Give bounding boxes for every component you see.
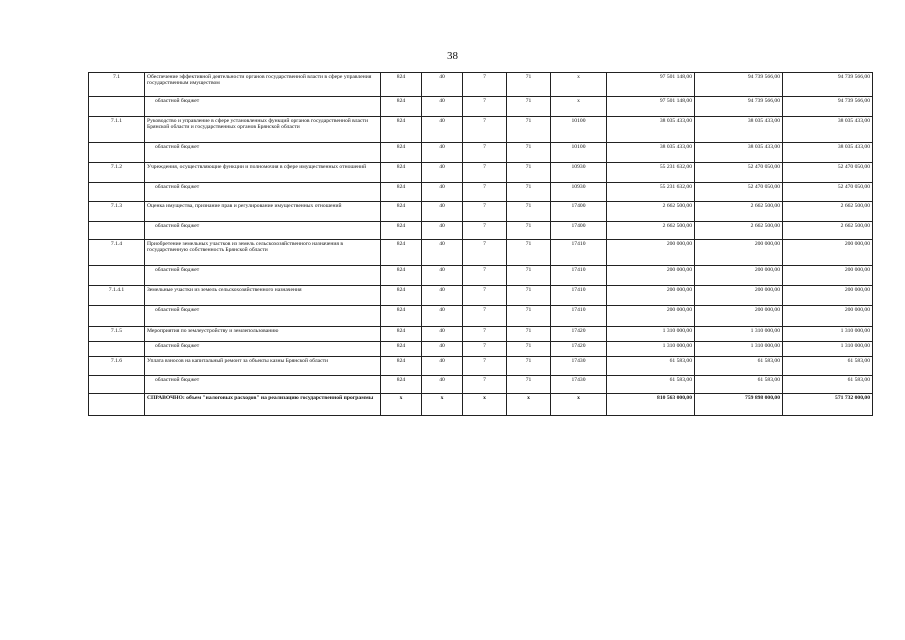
amount-year-3: 200 000,00 xyxy=(783,306,873,327)
table-row xyxy=(89,73,873,97)
cell-admin-code: х xyxy=(381,394,422,416)
cell-direction: 17400 xyxy=(551,202,607,222)
row-code xyxy=(89,183,145,202)
cell-subprogram: 7 xyxy=(463,376,507,394)
amount-year-3: 2 662 500,00 xyxy=(783,202,873,222)
cell-subprogram: 7 xyxy=(463,163,507,183)
cell-direction: 17410 xyxy=(551,266,607,286)
cell-section: 40 xyxy=(422,286,463,306)
row-name: Земельные участки из земель сельскохозяйственного назначения xyxy=(145,286,381,306)
cell-section: 40 xyxy=(422,143,463,163)
cell-admin-code: 824 xyxy=(381,222,422,240)
cell-target: 71 xyxy=(507,163,551,183)
amount-year-2: 94 739 566,00 xyxy=(695,73,783,97)
cell-admin-code: 824 xyxy=(381,376,422,394)
cell-section: 40 xyxy=(422,357,463,376)
cell-direction: 17410 xyxy=(551,240,607,266)
cell-admin-code: 824 xyxy=(381,117,422,143)
budget-source-row xyxy=(89,143,873,163)
budget-source-row xyxy=(89,266,873,286)
cell-admin-code: 824 xyxy=(381,143,422,163)
amount-year-3: 61 583,00 xyxy=(783,376,873,394)
cell-target: 71 xyxy=(507,327,551,342)
cell-target: 71 xyxy=(507,143,551,163)
row-code xyxy=(89,222,145,240)
cell-subprogram: 7 xyxy=(463,306,507,327)
row-name: областной бюджет xyxy=(145,376,381,394)
amount-year-2: 1 310 000,00 xyxy=(695,327,783,342)
cell-target: 71 xyxy=(507,117,551,143)
cell-admin-code: 824 xyxy=(381,183,422,202)
cell-target: 71 xyxy=(507,286,551,306)
cell-direction: 17430 xyxy=(551,376,607,394)
cell-direction: 10100 xyxy=(551,143,607,163)
row-name: Мероприятия по землеустройству и землепользованию xyxy=(145,327,381,342)
cell-subprogram: 7 xyxy=(463,327,507,342)
cell-admin-code: 824 xyxy=(381,286,422,306)
cell-subprogram: 7 xyxy=(463,357,507,376)
amount-year-1: 55 231 632,00 xyxy=(607,163,695,183)
amount-year-2: 61 583,00 xyxy=(695,376,783,394)
amount-year-1: 200 000,00 xyxy=(607,286,695,306)
cell-direction: х xyxy=(551,394,607,416)
cell-section: 40 xyxy=(422,183,463,202)
amount-year-1: 38 035 433,00 xyxy=(607,117,695,143)
cell-direction: 10930 xyxy=(551,183,607,202)
cell-direction: х xyxy=(551,97,607,117)
table-row xyxy=(89,240,873,266)
table-row xyxy=(89,286,873,306)
amount-year-1: 1 310 000,00 xyxy=(607,342,695,357)
amount-year-1: 38 035 433,00 xyxy=(607,143,695,163)
budget-source-row xyxy=(89,376,873,394)
amount-year-1: 2 662 500,00 xyxy=(607,202,695,222)
row-code: 7.1 xyxy=(89,73,145,97)
row-name: Уплата взносов на капитальный ремонт за объекты казны Брянской области xyxy=(145,357,381,376)
cell-target: 71 xyxy=(507,202,551,222)
amount-year-3: 200 000,00 xyxy=(783,266,873,286)
cell-admin-code: 824 xyxy=(381,357,422,376)
cell-admin-code: 824 xyxy=(381,306,422,327)
amount-year-3: 94 739 566,00 xyxy=(783,73,873,97)
row-code xyxy=(89,342,145,357)
amount-year-1: 61 583,00 xyxy=(607,376,695,394)
table-row xyxy=(89,117,873,143)
table-body xyxy=(89,73,873,416)
cell-direction: 17420 xyxy=(551,342,607,357)
cell-subprogram: 7 xyxy=(463,286,507,306)
row-code: 7.1.2 xyxy=(89,163,145,183)
cell-section: 40 xyxy=(422,222,463,240)
cell-section: 40 xyxy=(422,376,463,394)
amount-year-3: 200 000,00 xyxy=(783,240,873,266)
cell-section: 40 xyxy=(422,117,463,143)
budget-source-row xyxy=(89,183,873,202)
amount-year-3: 1 310 000,00 xyxy=(783,342,873,357)
amount-year-2: 38 035 433,00 xyxy=(695,117,783,143)
amount-year-1: 200 000,00 xyxy=(607,266,695,286)
cell-section: 40 xyxy=(422,327,463,342)
cell-direction: 17430 xyxy=(551,357,607,376)
amount-year-3: 94 739 566,00 xyxy=(783,97,873,117)
cell-subprogram: 7 xyxy=(463,202,507,222)
row-code: 7.1.3 xyxy=(89,202,145,222)
cell-subprogram: 7 xyxy=(463,266,507,286)
row-code xyxy=(89,143,145,163)
amount-year-2: 759 898 000,00 xyxy=(695,394,783,416)
cell-section: 40 xyxy=(422,266,463,286)
row-name: СПРАВОЧНО: объем "налоговых расходов" на реализацию государственной программы xyxy=(145,394,381,416)
amount-year-1: 1 310 000,00 xyxy=(607,327,695,342)
table-row xyxy=(89,202,873,222)
row-name: Учреждения, осуществляющие функции и полномочия в сфере имущественных отношений xyxy=(145,163,381,183)
cell-section: 40 xyxy=(422,73,463,97)
cell-target: х xyxy=(507,394,551,416)
cell-admin-code: 824 xyxy=(381,97,422,117)
row-code: 7.1.4 xyxy=(89,240,145,266)
row-name: областной бюджет xyxy=(145,97,381,117)
amount-year-2: 52 470 050,00 xyxy=(695,183,783,202)
row-code: 7.1.6 xyxy=(89,357,145,376)
cell-subprogram: 7 xyxy=(463,342,507,357)
amount-year-3: 61 583,00 xyxy=(783,357,873,376)
amount-year-3: 38 035 433,00 xyxy=(783,117,873,143)
row-name: областной бюджет xyxy=(145,342,381,357)
amount-year-2: 52 470 050,00 xyxy=(695,163,783,183)
amount-year-1: 61 583,00 xyxy=(607,357,695,376)
cell-admin-code: 824 xyxy=(381,266,422,286)
row-code xyxy=(89,306,145,327)
total-row xyxy=(89,394,873,416)
row-code: 7.1.4.1 xyxy=(89,286,145,306)
cell-target: 71 xyxy=(507,266,551,286)
cell-section: 40 xyxy=(422,342,463,357)
row-name: областной бюджет xyxy=(145,222,381,240)
cell-direction: 10100 xyxy=(551,117,607,143)
amount-year-1: 97 501 148,00 xyxy=(607,97,695,117)
cell-admin-code: 824 xyxy=(381,202,422,222)
amount-year-3: 1 310 000,00 xyxy=(783,327,873,342)
row-name: Оценка имущества, признание прав и регулирование имущественных отношений xyxy=(145,202,381,222)
cell-subprogram: 7 xyxy=(463,73,507,97)
cell-target: 71 xyxy=(507,183,551,202)
amount-year-2: 38 035 433,00 xyxy=(695,143,783,163)
cell-subprogram: х xyxy=(463,394,507,416)
cell-target: 71 xyxy=(507,222,551,240)
cell-target: 71 xyxy=(507,73,551,97)
cell-subprogram: 7 xyxy=(463,117,507,143)
cell-target: 71 xyxy=(507,240,551,266)
cell-admin-code: 824 xyxy=(381,240,422,266)
cell-subprogram: 7 xyxy=(463,222,507,240)
cell-direction: 17420 xyxy=(551,327,607,342)
amount-year-1: 200 000,00 xyxy=(607,306,695,327)
page-number: 38 xyxy=(447,50,458,62)
row-name: областной бюджет xyxy=(145,266,381,286)
amount-year-2: 200 000,00 xyxy=(695,240,783,266)
cell-section: 40 xyxy=(422,163,463,183)
amount-year-3: 52 470 050,00 xyxy=(783,183,873,202)
cell-admin-code: 824 xyxy=(381,327,422,342)
row-name: Приобретение земельных участков из земель сельскохозяйственного назначения в государственную собственность Брянской области xyxy=(145,240,381,266)
row-code xyxy=(89,376,145,394)
cell-subprogram: 7 xyxy=(463,97,507,117)
row-code: 7.1.5 xyxy=(89,327,145,342)
amount-year-2: 200 000,00 xyxy=(695,306,783,327)
budget-source-row xyxy=(89,342,873,357)
cell-subprogram: 7 xyxy=(463,240,507,266)
cell-admin-code: 824 xyxy=(381,73,422,97)
cell-target: 71 xyxy=(507,357,551,376)
amount-year-3: 38 035 433,00 xyxy=(783,143,873,163)
cell-direction: 17410 xyxy=(551,286,607,306)
amount-year-3: 2 662 500,00 xyxy=(783,222,873,240)
amount-year-1: 200 000,00 xyxy=(607,240,695,266)
cell-section: 40 xyxy=(422,202,463,222)
cell-section: х xyxy=(422,394,463,416)
amount-year-2: 2 662 500,00 xyxy=(695,202,783,222)
table-row xyxy=(89,327,873,342)
budget-source-row xyxy=(89,222,873,240)
amount-year-1: 55 231 632,00 xyxy=(607,183,695,202)
row-name: областной бюджет xyxy=(145,143,381,163)
cell-target: 71 xyxy=(507,342,551,357)
table-row xyxy=(89,357,873,376)
amount-year-3: 52 470 050,00 xyxy=(783,163,873,183)
row-name: областной бюджет xyxy=(145,183,381,202)
cell-admin-code: 824 xyxy=(381,163,422,183)
row-code xyxy=(89,394,145,416)
row-code xyxy=(89,266,145,286)
amount-year-1: 97 501 148,00 xyxy=(607,73,695,97)
amount-year-1: 2 662 500,00 xyxy=(607,222,695,240)
cell-direction: х xyxy=(551,73,607,97)
table-row xyxy=(89,163,873,183)
row-name: областной бюджет xyxy=(145,306,381,327)
cell-subprogram: 7 xyxy=(463,143,507,163)
row-code xyxy=(89,97,145,117)
amount-year-3: 571 732 000,00 xyxy=(783,394,873,416)
cell-section: 40 xyxy=(422,97,463,117)
amount-year-2: 61 583,00 xyxy=(695,357,783,376)
budget-source-row xyxy=(89,97,873,117)
cell-direction: 10930 xyxy=(551,163,607,183)
amount-year-2: 200 000,00 xyxy=(695,266,783,286)
cell-direction: 17400 xyxy=(551,222,607,240)
amount-year-2: 1 310 000,00 xyxy=(695,342,783,357)
cell-subprogram: 7 xyxy=(463,183,507,202)
budget-table xyxy=(88,72,873,416)
amount-year-1: 810 563 000,00 xyxy=(607,394,695,416)
cell-admin-code: 824 xyxy=(381,342,422,357)
cell-direction: 17410 xyxy=(551,306,607,327)
cell-target: 71 xyxy=(507,376,551,394)
row-name: Руководство и управление в сфере установленных функций органов государственной власти Брянской области и государственных органов Брянской области xyxy=(145,117,381,143)
amount-year-2: 200 000,00 xyxy=(695,286,783,306)
row-code: 7.1.1 xyxy=(89,117,145,143)
budget-source-row xyxy=(89,306,873,327)
amount-year-3: 200 000,00 xyxy=(783,286,873,306)
row-name: Обеспечение эффективной деятельности органов государственной власти в сфере управления государственным имуществом xyxy=(145,73,381,97)
amount-year-2: 94 739 566,00 xyxy=(695,97,783,117)
cell-target: 71 xyxy=(507,97,551,117)
amount-year-2: 2 662 500,00 xyxy=(695,222,783,240)
cell-section: 40 xyxy=(422,306,463,327)
cell-section: 40 xyxy=(422,240,463,266)
cell-target: 71 xyxy=(507,306,551,327)
